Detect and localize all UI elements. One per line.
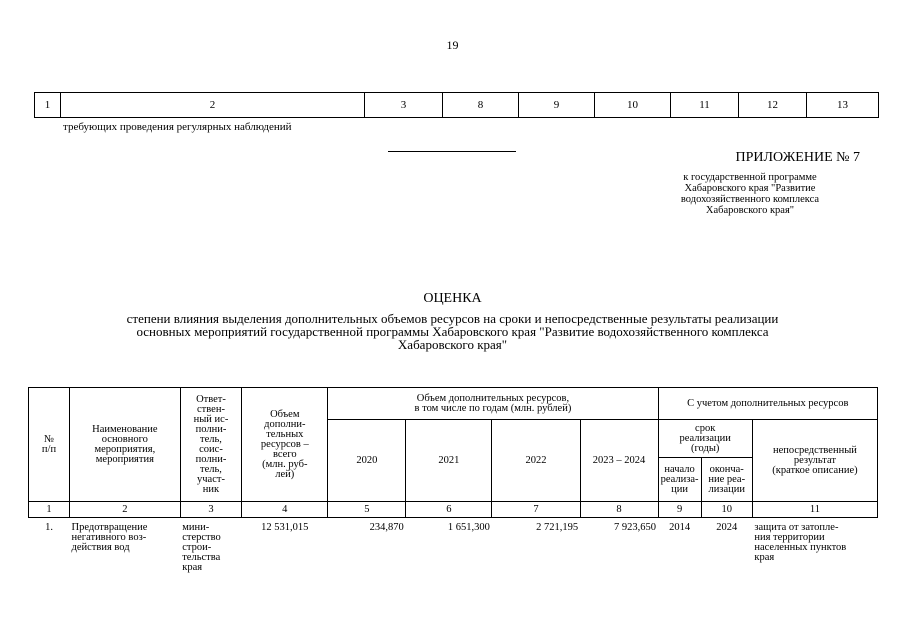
column-number-cell: 11 <box>752 502 877 518</box>
column-number-cell: 6 <box>406 502 492 518</box>
row-2020: 234,870 <box>369 522 404 533</box>
appendix-subtitle-line: к государственной программе <box>683 172 817 183</box>
assessment-table <box>28 387 878 594</box>
column-number-cell: 2 <box>70 502 181 518</box>
table-row <box>29 518 878 595</box>
row-result: защита от затопле- ния территории населенных пунктов края <box>754 522 847 563</box>
header-year: 2022 <box>492 420 580 502</box>
row-total: 12 531,015 <box>261 522 309 533</box>
column-number-cell: 11 <box>671 93 739 118</box>
header-additional-resources: Объем дополнительных ресурсов, в том числе по годам (млн. рублей) <box>328 388 658 420</box>
row-end: 2024 <box>716 522 738 533</box>
page-number: 19 <box>446 38 459 52</box>
column-number-cell: 13 <box>807 93 879 118</box>
appendix-subtitle-line: Хабаровского края" <box>705 205 795 216</box>
continued-table-header <box>34 92 879 118</box>
header-year: 2021 <box>406 420 492 502</box>
document-title: ОЦЕНКА <box>423 291 482 306</box>
document-description-line: степени влияния выделения дополнительных объемов ресурсов на сроки и непосредственные результаты реализации <box>126 311 779 326</box>
column-number-cell: 8 <box>443 93 519 118</box>
header-year: 2023 – 2024 <box>580 420 658 502</box>
header-num: № п/п <box>29 388 70 502</box>
column-number-cell: 9 <box>658 502 701 518</box>
header-end: оконча- ние реа- лизации <box>701 458 752 502</box>
separator-line <box>388 151 516 152</box>
column-number-cell: 2 <box>61 93 365 118</box>
document-description-line: Хабаровского края" <box>397 337 508 352</box>
column-number-cell: 10 <box>701 502 752 518</box>
appendix-title: ПРИЛОЖЕНИЕ № 7 <box>735 150 860 165</box>
appendix-subtitle-line: водохозяйственного комплекса <box>680 194 820 205</box>
row-start: 2014 <box>669 522 691 533</box>
header-start: начало реализа- ции <box>658 458 701 502</box>
header-year: 2020 <box>328 420 406 502</box>
column-number-cell: 3 <box>365 93 443 118</box>
header-executor: Ответ- ствен- ный ис- полни- тель, соис- полни- тель, участ- ник <box>180 388 242 502</box>
row-name: Предотвращение негативного воз- действия вод <box>71 522 148 553</box>
header-term: срок реализации (годы) <box>658 420 752 458</box>
column-number-cell: 1 <box>35 93 61 118</box>
column-number-cell: 5 <box>328 502 406 518</box>
column-number-cell: 10 <box>595 93 671 118</box>
column-number-cell: 1 <box>29 502 70 518</box>
row-2023-2024: 7 923,650 <box>614 522 657 533</box>
appendix-subtitle <box>630 172 870 216</box>
column-number-cell: 12 <box>739 93 807 118</box>
row-2021: 1 651,300 <box>447 522 490 533</box>
carryover-text: требующих проведения регулярных наблюдений <box>63 121 292 133</box>
row-num: 1. <box>45 522 53 533</box>
appendix-subtitle-line: Хабаровского края "Развитие <box>684 183 816 194</box>
document-description <box>60 312 845 351</box>
document-description-line: основных мероприятий государственной программы Хабаровского края "Развитие водохозяйственного комплекса <box>136 324 769 339</box>
header-name: Наименование основного мероприятия, мероприятия <box>70 388 181 502</box>
header-volume: Объем дополни- тельных ресурсов – всего (млн. руб- лей) <box>242 388 328 502</box>
column-number-cell: 9 <box>519 93 595 118</box>
header-result: непосредственный результат (краткое описание) <box>752 420 877 502</box>
column-number-cell: 7 <box>492 502 580 518</box>
row-2022: 2 721,195 <box>536 522 579 533</box>
column-number-cell: 8 <box>580 502 658 518</box>
row-executor: мини- стерство строи- тельства края <box>182 522 221 573</box>
header-with-resources: С учетом дополнительных ресурсов <box>658 388 877 420</box>
column-number-cell: 4 <box>242 502 328 518</box>
column-number-cell: 3 <box>180 502 242 518</box>
